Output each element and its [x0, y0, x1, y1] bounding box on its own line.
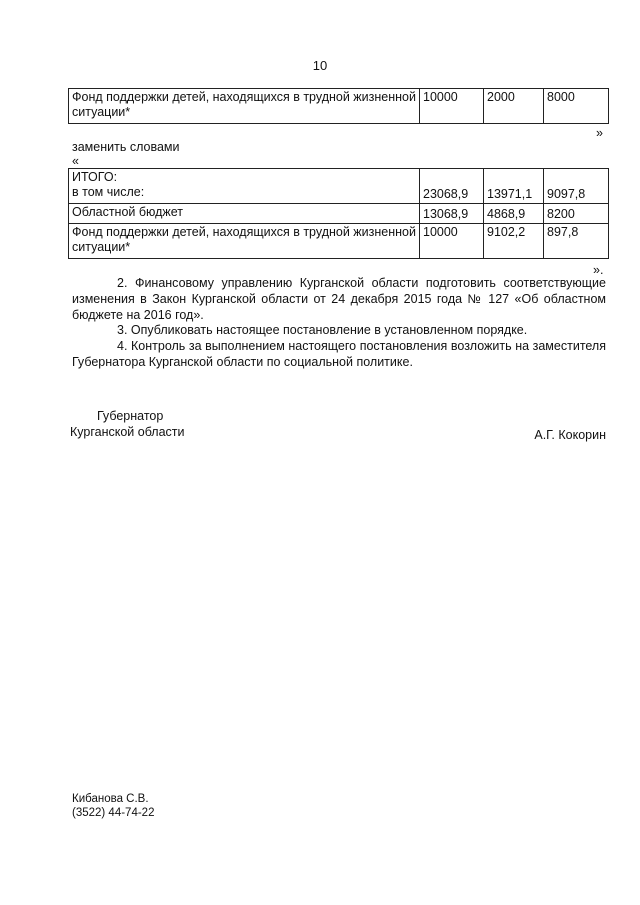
paragraph-4: 4. Контроль за выполнением настоящего постановления возложить на заместителя Губернатора Курганской области по социальной политике.	[72, 339, 606, 369]
table-row	[69, 204, 609, 224]
cell-value: 10000	[420, 224, 484, 259]
signer-title-line2: Курганской области	[70, 425, 185, 439]
cell-value: 10000	[420, 89, 484, 124]
executor-phone: (3522) 44-74-22	[72, 807, 155, 819]
row-label	[69, 169, 420, 204]
closing-quote: »	[596, 126, 603, 140]
signer-name: А.Г. Кокорин	[534, 428, 606, 442]
paragraph-3: 3. Опубликовать настоящее постановление в установленном порядке.	[117, 323, 528, 337]
row-label: Фонд поддержки детей, находящихся в трудной жизненной ситуации*	[69, 224, 420, 259]
cell-value: 13971,1	[484, 169, 544, 204]
signer-title-line1: Губернатор	[97, 409, 164, 423]
row-label-line: в том числе:	[72, 185, 145, 199]
cell-value: 4868,9	[484, 204, 544, 224]
cell-value: 23068,9	[420, 169, 484, 204]
page-number: 10	[312, 58, 328, 73]
cell-value: 8000	[544, 89, 609, 124]
row-label-line: ИТОГО:	[72, 170, 118, 184]
table-row	[69, 89, 609, 124]
cell-value: 2000	[484, 89, 544, 124]
cell-value: 897,8	[544, 224, 609, 259]
table-row	[69, 224, 609, 259]
executor-name: Кибанова С.В.	[72, 793, 149, 805]
paragraph-2: 2. Финансовому управлению Курганской области подготовить соответствующие изменения в Закон Курганской области от 24 декабря 2015 года № 127 «Об областном бюджете на 2016 год».	[72, 276, 606, 322]
replace-instruction: заменить словами	[72, 140, 180, 154]
table-fund-replacement	[68, 168, 609, 259]
cell-value: 9102,2	[484, 224, 544, 259]
closing-quote-period: ».	[593, 263, 604, 277]
table-row	[69, 169, 609, 204]
opening-quote: «	[72, 154, 79, 168]
cell-value: 9097,8	[544, 169, 609, 204]
row-label: Фонд поддержки детей, находящихся в трудной жизненной ситуации*	[69, 89, 420, 124]
table-fund-original	[68, 88, 609, 124]
row-label: Областной бюджет	[69, 204, 420, 224]
cell-value: 13068,9	[420, 204, 484, 224]
cell-value: 8200	[544, 204, 609, 224]
